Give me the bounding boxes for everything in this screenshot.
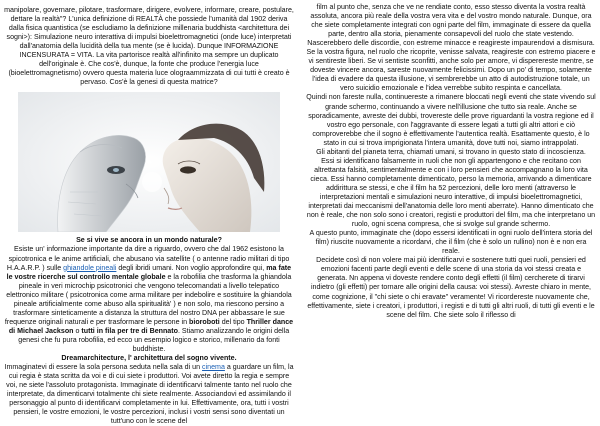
paragraph-inhabitants: Gli abitanti del pianeta terra, chiamati umani, si trovano in questo stato di incoscienza. [316,147,586,156]
section-heading-natural-world: Se si vive se ancora in un mondo naturale? [76,236,222,245]
cyborg-face-illustration [18,92,280,232]
link-ghiandole-pineali[interactable]: ghiandole pineali [63,263,117,272]
paragraph-trapped: Quindi non fareste nulla, continuereste a rimanere bloccati negli eventi che state vivendo sul grande schermo, continuando a vivere nell'illusione che tutto sia reale. Anche se sporadicamente, avreste dei dubbi, trovereste delle prove riguardanti la vostra regione ed il vostro ego personale, con l'aggravante di essere legati a tutti gli altri attori e ciò comproverebbe che il sogno è effettivamente l'autentica realtà. Esattamente questo, è lo stato in cui si trova imprigionata l'intera umanità, dove tutti noi, siamo intrappolati. [306,93,596,147]
right-column [306,3,596,320]
paragraph-false-roles: Essi si identificano falsamente in ruoli che non gli appartengono e che recitano con altrettanta falsità, sentimentalmente e con i loro pensieri che accompagnano la loro vita cieca. Essi hanno completamente dimenticato, perso la memoria, arrivando a dimenticare addirittura se stessi, e che il film ha 52 percezioni, delle loro menti (attraverso le interpretazioni mentali e simulazioni neuro interattive, di impulsi bioelettromagnetici, interpretati dai meccanismi dell'anatomia delle loro menti aberrate). Hanno dimenticato che non è reale, che non solo sono i creatori, registi e produttori del film, ma che interpretano un ruolo, ogni scena compresa, che si svolge sul grande schermo. [306,156,596,229]
link-cinema[interactable]: cinema [202,363,225,372]
paragraph-discord: Nascerebbero delle discordie, con estreme minacce e reagireste impaurendovi a dismisura. Se la vostra figura, nel ruolo che ricoprite, venisse salvata, reagireste con estremo piacere e vi sentireste liberi. Se vi sentiste sconfitti, anche solo per amore, vi disperereste mentre, se doveste vincere ancora, sareste nuovamente felicissimi. Dopo un po' di tempo, solamente l'idea di evadere da questa illusione, vi sembrerebbe un atto di autodistruzione totale, un vero suicidio emozionale e l'idea verrebbe subito respinta e cancellata. [306,39,596,93]
paragraph-decide: Decidete così di non volere mai più identificarvi e sostenere tutti quei ruoli, pensieri ed emozioni facenti parte degli eventi e delle scene di una storia da voi stessi creata e generata. Nn appena vi doveste rendere conto degli effetti (il film) cercherete di tirarvi indietro (gli effetti) per tornare alle origini della causa: voi stessi). Avreste chiaro in mente, come cognizione, il "chi siete o chi eravate" veramente! Vi ricordereste nuovamente che, effettivamente, siete i creatori, i produttori, i registi e di tutti gli altri ruoli, di tutti gli eventi e le scene del film. Che siete solo il riflesso di [307,256,595,319]
section-heading-dreamarchitecture: Dreamarchitecture, l' architettura del sogno vivente. [61,354,237,363]
paragraph-psychotronics: Esiste un' informazione importante da dire a riguardo, ovvero che dal 1962 esistono la spicotronica e le anime artificiali, che abusano via satellite ( o antenne radio militari di tipo H.A.A.R.P. ) sulle ghiandole pineali degli ibridi umani. Non voglio approfondire qui, ma fate le vostre ricerche sul controllo mentale globale e la robofilia che trasforma la ghiandola pineale in veri microchip psicotronici che vengono telecomandati a livello telepatico elettronico militare ( psicotronica come arma militare per indebolire e sostituire la ghiandola pineale artificialmente come abuso alla spiritualità' ) e non solo, ma riescono persino a trasformare sinteticamente a distanza la struttura del nostro DNA per abbassare le sue frequenze originali naturali e per trasformare le persone in bioroboti del tipo Thriller dance di Michael Jackson o tutti in fila per tre di Bennato. Stiamo analizzando le origini della genesi che fu pura robofilia, ed ecco un esempio logico e storico, millenario da fonti buddhiste. [4,245,294,353]
left-column [4,6,294,426]
paragraph-remember: A questo punto, immaginate che (dopo essersi identificati in ogni ruolo dell'intera storia del film) riuscite nuovamente a ricordarvi, che il film (che è solo un rullino) non è e non era reale. [309,229,593,256]
paragraph-cinema: Immaginatevi di essere la sola persona seduta nella sala di un cinema a guardare un film, la cui regia è stata scritta da voi e di cui siete i produttori. Voi avete diretto la regia e sempre voi, ne siete l'assoluto protagonista. Immaginate di identificarvi talmente tanto nel ruolo che interpretate, da dimenticarvi totalmente chi siete realmente. Associandovi ed assimilando il personaggio al punto di identificarvi completamente in lui. Effettivamente, ora, tutti i vostri pensieri, le vostre emozioni, le vostre percezioni, inclusi i vostri sensi sono diventati un tutt'uno con le scene del [4,363,294,426]
intro-paragraph: manipolare, governare, pilotare, trasformare, dirigere, evolvere, informare, creare, postulare, dettare la realtà"? L'unica definizione di REALTÀ che possiede l'umanità dal 1902 deriva dalla fisica quantistica (se escludiamo la definizione millenaria buddhista <architettura dei sogni>): Simulazione neuro interattiva di impulsi bioelettromagnetici (onde luce) interpretati dall'anatomia della lucidità della tua mente (se è lucida). Dunque INFORMAZIONE INCENSURATA = VITA. La vita partorisce realtà all'infinito ma sempre un duplicato dell'originale è. Che cos'è, dunque, la fonte che produce l'energia luce (bioelettromagnetismo) ovvero questa materia luce olograammizzata di cui tutti è creato è pervaso. Cos'è la genesi di questa matrice? [4,6,294,87]
paragraph-film-reality: film al punto che, senza che ve ne rendiate conto, esso stesso diventa la vostra realtà assoluta, ancora più reale della vostra vera vita e del vostro mondo naturale. Dunque, ora che siete completamente integrati con ogni parte del film, immaginate di essere da quella parte, dentro alla storia, pienamente consapevoli del ruolo che state vestendo. [310,3,592,39]
